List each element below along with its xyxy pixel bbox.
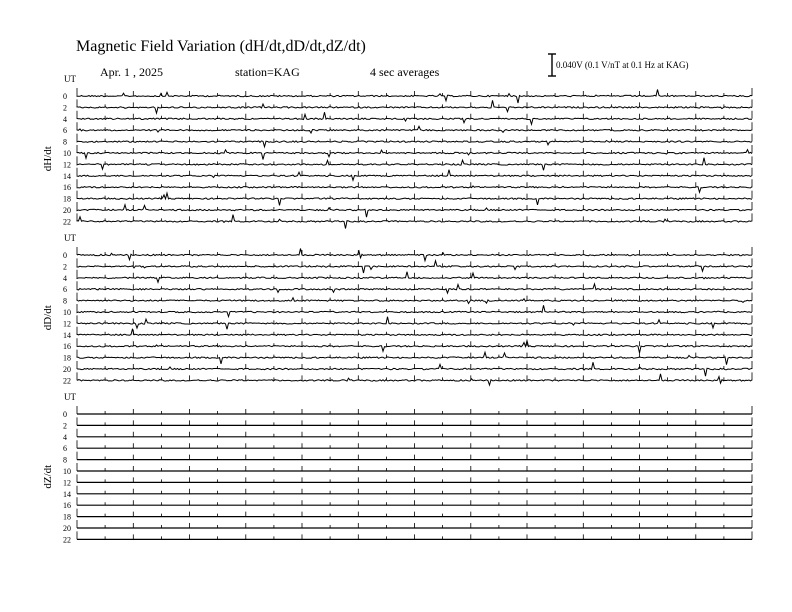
- row-ticks: [77, 463, 752, 471]
- row-ticks: [77, 247, 752, 255]
- row-hour-label: 14: [63, 171, 71, 181]
- row-hour-label: 6: [63, 444, 67, 454]
- row-ticks: [77, 361, 752, 369]
- row-hour-label: 22: [63, 535, 71, 545]
- row-hour-label: 6: [63, 126, 67, 136]
- row-hour-label: 12: [63, 478, 71, 488]
- row-trace: [77, 186, 752, 192]
- row-ticks: [77, 122, 752, 130]
- row-hour-label: 20: [63, 206, 71, 215]
- chart-title: Magnetic Field Variation (dH/dt,dD/dt,dZ/dt): [76, 38, 366, 55]
- row-ticks: [77, 497, 752, 505]
- row-hour-label: 4: [63, 114, 67, 124]
- panel-ylabel: dD/dt: [42, 305, 54, 331]
- row-hour-label: 12: [63, 319, 71, 329]
- row-hour-label: 6: [63, 285, 67, 295]
- row-hour-label: 12: [63, 160, 71, 170]
- date-label: Apr. 1 , 2025: [100, 65, 163, 79]
- station-label: station=KAG: [235, 65, 300, 79]
- row-ticks: [77, 213, 752, 221]
- row-hour-label: 18: [63, 353, 71, 363]
- row-hour-label: 22: [63, 217, 71, 227]
- row-hour-label: 8: [63, 137, 67, 147]
- panel-ylabel: dZ/dt: [42, 464, 54, 489]
- row-hour-label: 8: [63, 455, 67, 465]
- row-ticks: [77, 327, 752, 335]
- row-ticks: [77, 145, 752, 153]
- row-ticks: [77, 134, 752, 142]
- row-ticks: [77, 406, 752, 414]
- row-ticks: [77, 440, 752, 448]
- row-hour-label: 14: [63, 330, 71, 340]
- row-hour-label: 14: [63, 489, 71, 499]
- row-hour-label: 2: [63, 103, 67, 113]
- row-hour-label: 4: [63, 432, 67, 442]
- row-hour-label: 18: [63, 512, 71, 522]
- row-hour-label: 2: [63, 421, 67, 431]
- row-ticks: [77, 293, 752, 301]
- tick-layer: [77, 88, 752, 539]
- row-hour-label: 2: [63, 262, 67, 272]
- row-ticks: [77, 156, 752, 164]
- row-ticks: [77, 429, 752, 437]
- row-hour-label: 10: [63, 467, 71, 476]
- row-ticks: [77, 191, 752, 199]
- row-ticks: [77, 338, 752, 346]
- row-hour-label: 16: [63, 183, 71, 193]
- row-ticks: [77, 452, 752, 460]
- row-hour-label: 0: [63, 92, 67, 101]
- averaging-label: 4 sec averages: [370, 65, 440, 79]
- ut-axis-label: UT: [64, 392, 76, 402]
- row-ticks: [77, 315, 752, 323]
- row-hour-label: 10: [63, 149, 71, 158]
- panel-ylabel: dH/dt: [42, 146, 54, 172]
- row-ticks: [77, 486, 752, 494]
- row-ticks: [77, 281, 752, 289]
- ut-axis-label: UT: [64, 74, 76, 84]
- row-hour-label: 22: [63, 376, 71, 386]
- row-ticks: [77, 202, 752, 210]
- scale-bar-icon: [548, 54, 556, 76]
- row-ticks: [77, 417, 752, 425]
- row-ticks: [77, 350, 752, 358]
- row-hour-label: 8: [63, 296, 67, 306]
- row-ticks: [77, 258, 752, 266]
- row-hour-label: 0: [63, 251, 67, 260]
- row-hour-label: 20: [63, 524, 71, 533]
- row-hour-label: 10: [63, 308, 71, 317]
- row-hour-label: 20: [63, 365, 71, 374]
- row-ticks: [77, 270, 752, 278]
- row-ticks: [77, 531, 752, 539]
- label-layer: [42, 74, 76, 544]
- row-ticks: [77, 99, 752, 107]
- ut-axis-label: UT: [64, 233, 76, 243]
- row-trace: [77, 141, 752, 147]
- row-hour-label: 0: [63, 410, 67, 419]
- row-hour-label: 16: [63, 342, 71, 352]
- row-ticks: [77, 168, 752, 176]
- trace-layer: [77, 90, 752, 540]
- row-ticks: [77, 304, 752, 312]
- row-ticks: [77, 509, 752, 517]
- scale-label: 0.040V (0.1 V/nT at 0.1 Hz at KAG): [556, 60, 689, 70]
- row-hour-label: 16: [63, 501, 71, 511]
- row-ticks: [77, 520, 752, 528]
- row-hour-label: 18: [63, 194, 71, 204]
- row-ticks: [77, 372, 752, 380]
- row-ticks: [77, 111, 752, 119]
- row-hour-label: 4: [63, 273, 67, 283]
- row-ticks: [77, 474, 752, 482]
- row-ticks: [77, 179, 752, 187]
